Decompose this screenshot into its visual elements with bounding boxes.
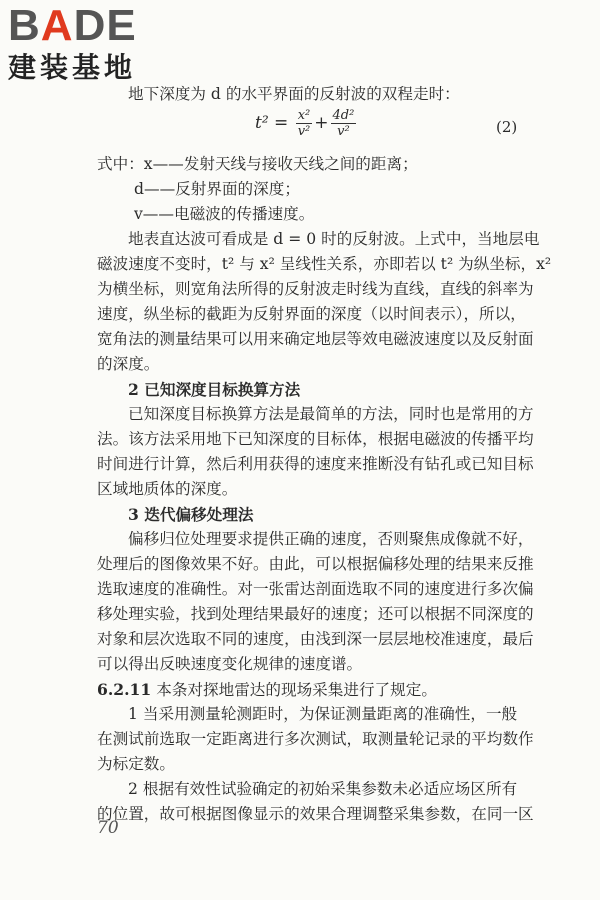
text-line: 移处理实验，找到处理结果最好的速度；还可以根据不同深度的 (97, 605, 534, 623)
section-heading: 2 已知深度目标换算方法 (128, 380, 301, 399)
text-line: 可以得出反映速度变化规律的速度谱。 (97, 655, 363, 673)
text-line: d——反射界面的深度； (134, 180, 300, 198)
text-line: 磁波速度不变时，t² 与 x² 呈线性关系，亦即若以 t² 为纵坐标，x² (97, 255, 552, 273)
text-line: 法。该方法采用地下已知深度的目标体，根据电磁波的传播平均 (97, 430, 534, 448)
clause-line (97, 677, 525, 703)
text-line: 速度，纵坐标的截距为反射界面的深度（以时间表示），所以， (97, 305, 526, 323)
text-line: 1 当采用测量轮测距时，为保证测量距离的准确性，一般 (128, 705, 518, 723)
text-line: 为标定数。 (97, 755, 175, 773)
text-line: 地下深度为 d 的水平界面的反射波的双程走时： (128, 85, 460, 103)
text-line: v——电磁波的传播速度。 (134, 205, 315, 223)
text-line: 选取速度的准确性。对一张雷达剖面选取不同的速度进行多次偏 (97, 580, 534, 598)
logo (8, 1, 176, 84)
text-line: 的深度。 (97, 355, 160, 373)
text-line: 在测试前选取一定距离进行多次测试，取测量轮记录的平均数作 (97, 730, 534, 748)
text-line: 地表直达波可看成是 d = 0 时的反射波。上式中，当地层电 (128, 230, 540, 248)
text-line: 区域地质体的深度。 (97, 480, 238, 498)
logo-subtitle: 建装基地 (8, 51, 137, 84)
equation-number: (2) (496, 118, 518, 136)
text-line: 为横坐标，则宽角法所得的反射波走时线为直线，直线的斜率为 (97, 280, 534, 298)
text-line: 式中：x——发射天线与接收天线之间的距离； (97, 155, 418, 173)
text-line: 对象和层次选取不同的速度，由浅到深一层层地校准速度，最后 (97, 630, 534, 648)
clause-text: 本条对探地雷达的现场采集进行了规定。 (151, 681, 437, 699)
text-line: 偏移归位处理要求提供正确的速度，否则聚焦成像就不好， (128, 530, 534, 548)
text-line: 已知深度目标换算方法是最简单的方法，同时也是常用的方 (128, 405, 534, 423)
section-heading: 3 迭代偏移处理法 (128, 505, 254, 524)
formula: t² = $\frac{\text{x²}}{\text{v²}}$ + $\frac{\text{4d²}}{\text{v²}}$ (255, 108, 355, 139)
page-number: 70 (97, 818, 119, 838)
text-line: 宽角法的测量结果可以用来确定地层等效电磁波速度以及反射面 (97, 330, 534, 348)
text-line: 2 根据有效性试验确定的初始采集参数未必适应场区所有 (128, 780, 518, 798)
clause-number: 6.2.11 (97, 680, 152, 699)
text-line: 的位置，故可根据图像显示的效果合理调整采集参数，在同一区 (97, 805, 534, 823)
text-line: 处理后的图像效果不好。由此，可以根据偏移处理的结果来反推 (97, 555, 534, 573)
logo-wordmark: BADE (8, 1, 137, 50)
text-line: 时间进行计算，然后利用获得的速度来推断没有钻孔或已知目标 (97, 455, 534, 473)
